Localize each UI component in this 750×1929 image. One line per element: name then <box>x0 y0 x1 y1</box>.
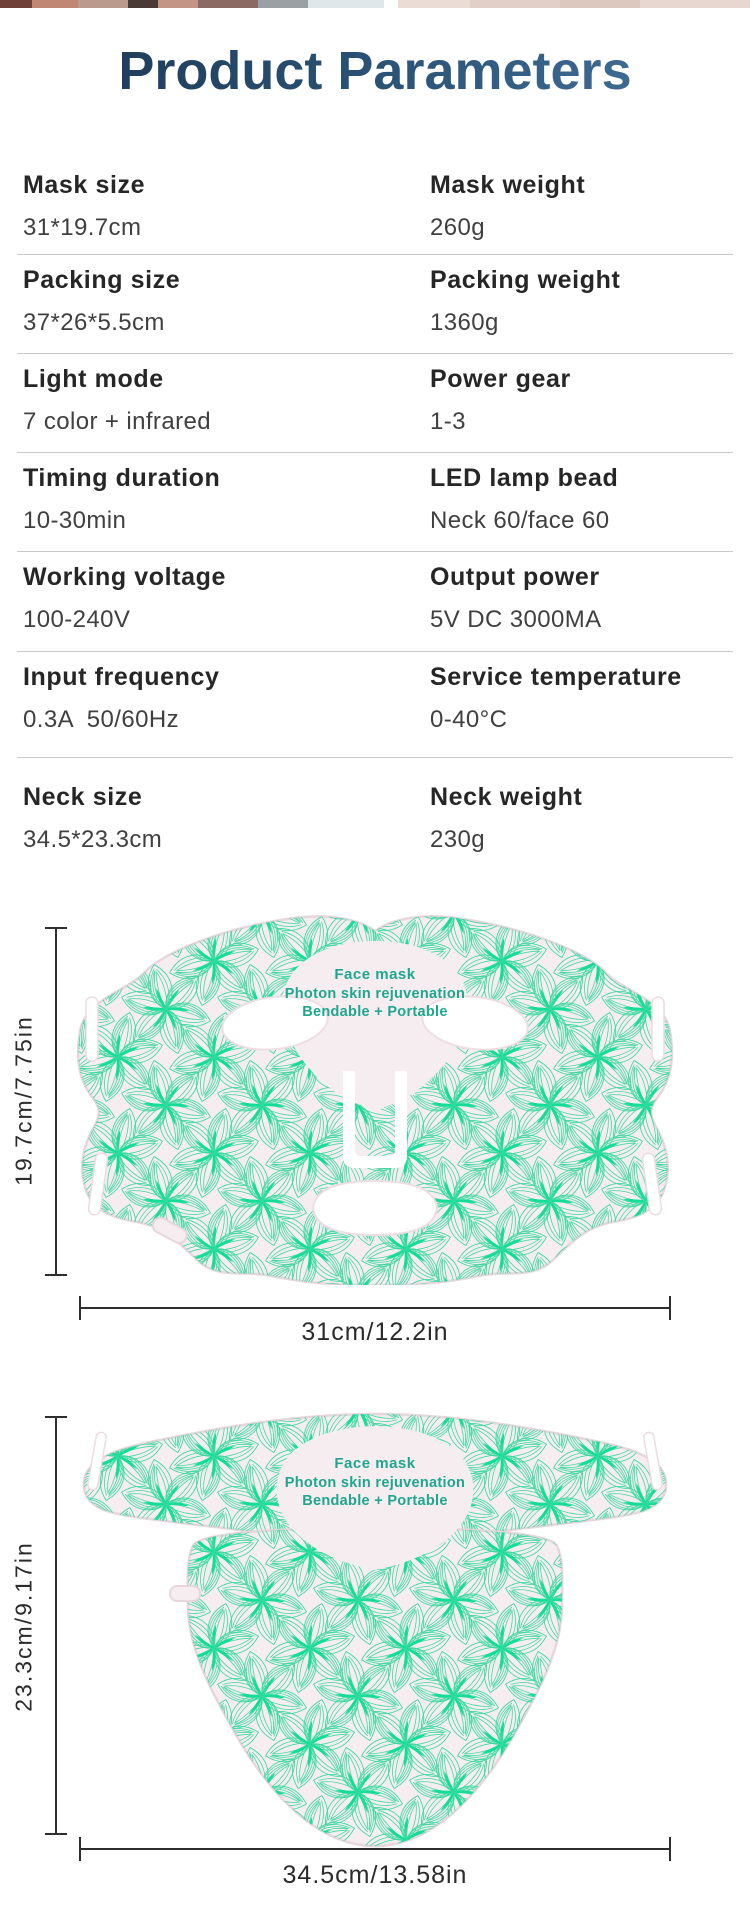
spec-label: Neck size <box>23 783 143 811</box>
dimension-cap <box>79 1837 81 1861</box>
neck-mask-image <box>70 1408 680 1848</box>
spec-value: 100-240V <box>23 606 131 633</box>
spec-label: Mask size <box>23 171 146 199</box>
spec-cell <box>430 171 733 242</box>
face-height-dimension-line <box>55 928 57 1276</box>
connector-tab <box>170 1586 200 1601</box>
spec-value: 10-30min <box>23 507 127 534</box>
spec-cell <box>17 171 430 242</box>
spec-value: Neck 60/face 60 <box>430 507 610 534</box>
table-row <box>17 758 733 866</box>
spec-value: 1-3 <box>430 408 466 435</box>
top-photo-strip <box>0 0 750 8</box>
spec-table <box>17 160 733 866</box>
dimension-cap <box>669 1296 671 1320</box>
spec-cell <box>17 783 430 854</box>
dimension-cap <box>45 1274 67 1276</box>
dimension-cap <box>45 1416 67 1418</box>
dimension-cap <box>45 1833 67 1835</box>
page-title: Product Parameters <box>0 38 750 106</box>
spec-value: 37*26*5.5cm <box>23 309 165 336</box>
spec-cell <box>17 663 430 734</box>
mask-print-line2: Photon skin rejuvenation <box>284 986 466 1002</box>
spec-value: 34.5*23.3cm <box>23 826 163 853</box>
spec-cell <box>430 783 733 854</box>
spec-cell <box>430 266 733 337</box>
face-width-dimension-line <box>80 1307 670 1309</box>
face-width-label: 31cm/12.2in <box>301 1318 449 1346</box>
mask-print-line3: Bendable + Portable <box>302 1004 448 1020</box>
dimension-cap <box>45 927 67 929</box>
table-row <box>17 255 733 354</box>
spec-label: Packing weight <box>430 266 621 294</box>
spec-label: Light mode <box>23 365 164 393</box>
table-row <box>17 552 733 652</box>
spec-cell <box>430 663 733 734</box>
strap-slot <box>652 997 664 1061</box>
spec-value: 5V DC 3000MA <box>430 606 602 633</box>
table-row <box>17 453 733 552</box>
spec-value: 31*19.7cm <box>23 214 142 241</box>
spec-label: Mask weight <box>430 171 586 199</box>
neck-width-dimension-line <box>80 1848 670 1850</box>
spec-label: Working voltage <box>23 563 227 591</box>
table-row <box>17 160 733 255</box>
face-mask-image <box>70 913 680 1285</box>
spec-label: Packing size <box>23 266 181 294</box>
spec-cell <box>430 563 733 634</box>
spec-label: Output power <box>430 563 600 591</box>
neck-width-label: 34.5cm/13.58in <box>282 1861 468 1889</box>
spec-cell <box>430 464 733 535</box>
spec-label: Neck weight <box>430 783 583 811</box>
neck-height-dimension-line <box>55 1417 57 1835</box>
spec-cell <box>17 365 430 436</box>
spec-cell <box>430 365 733 436</box>
spec-cell <box>17 266 430 337</box>
mask-print-line1: Face mask <box>334 1455 416 1472</box>
spec-cell <box>17 563 430 634</box>
strap-slot <box>86 997 98 1061</box>
mask-print-line1: Face mask <box>334 966 416 983</box>
neck-height-label: 23.3cm/9.17in <box>10 1541 37 1712</box>
table-row <box>17 354 733 453</box>
spec-value: 0-40°C <box>430 706 508 733</box>
spec-label: Timing duration <box>23 464 221 492</box>
mouth-hole <box>313 1181 437 1235</box>
spec-value: 7 color + infrared <box>23 408 211 435</box>
spec-label: Input frequency <box>23 663 220 691</box>
spec-cell <box>17 464 430 535</box>
dimension-cap <box>79 1296 81 1320</box>
spec-value: 260g <box>430 214 485 241</box>
spec-label: Service temperature <box>430 663 682 691</box>
spec-label: Power gear <box>430 365 571 393</box>
dimension-cap <box>669 1837 671 1861</box>
face-height-label: 19.7cm/7.75in <box>10 1015 37 1186</box>
mask-print-line2: Photon skin rejuvenation <box>284 1475 466 1491</box>
spec-value: 230g <box>430 826 485 853</box>
table-row <box>17 652 733 758</box>
spec-label: LED lamp bead <box>430 464 619 492</box>
spec-value: 1360g <box>430 309 499 336</box>
mask-print-line3: Bendable + Portable <box>302 1493 448 1509</box>
spec-value: 0.3A 50/60Hz <box>23 706 179 733</box>
